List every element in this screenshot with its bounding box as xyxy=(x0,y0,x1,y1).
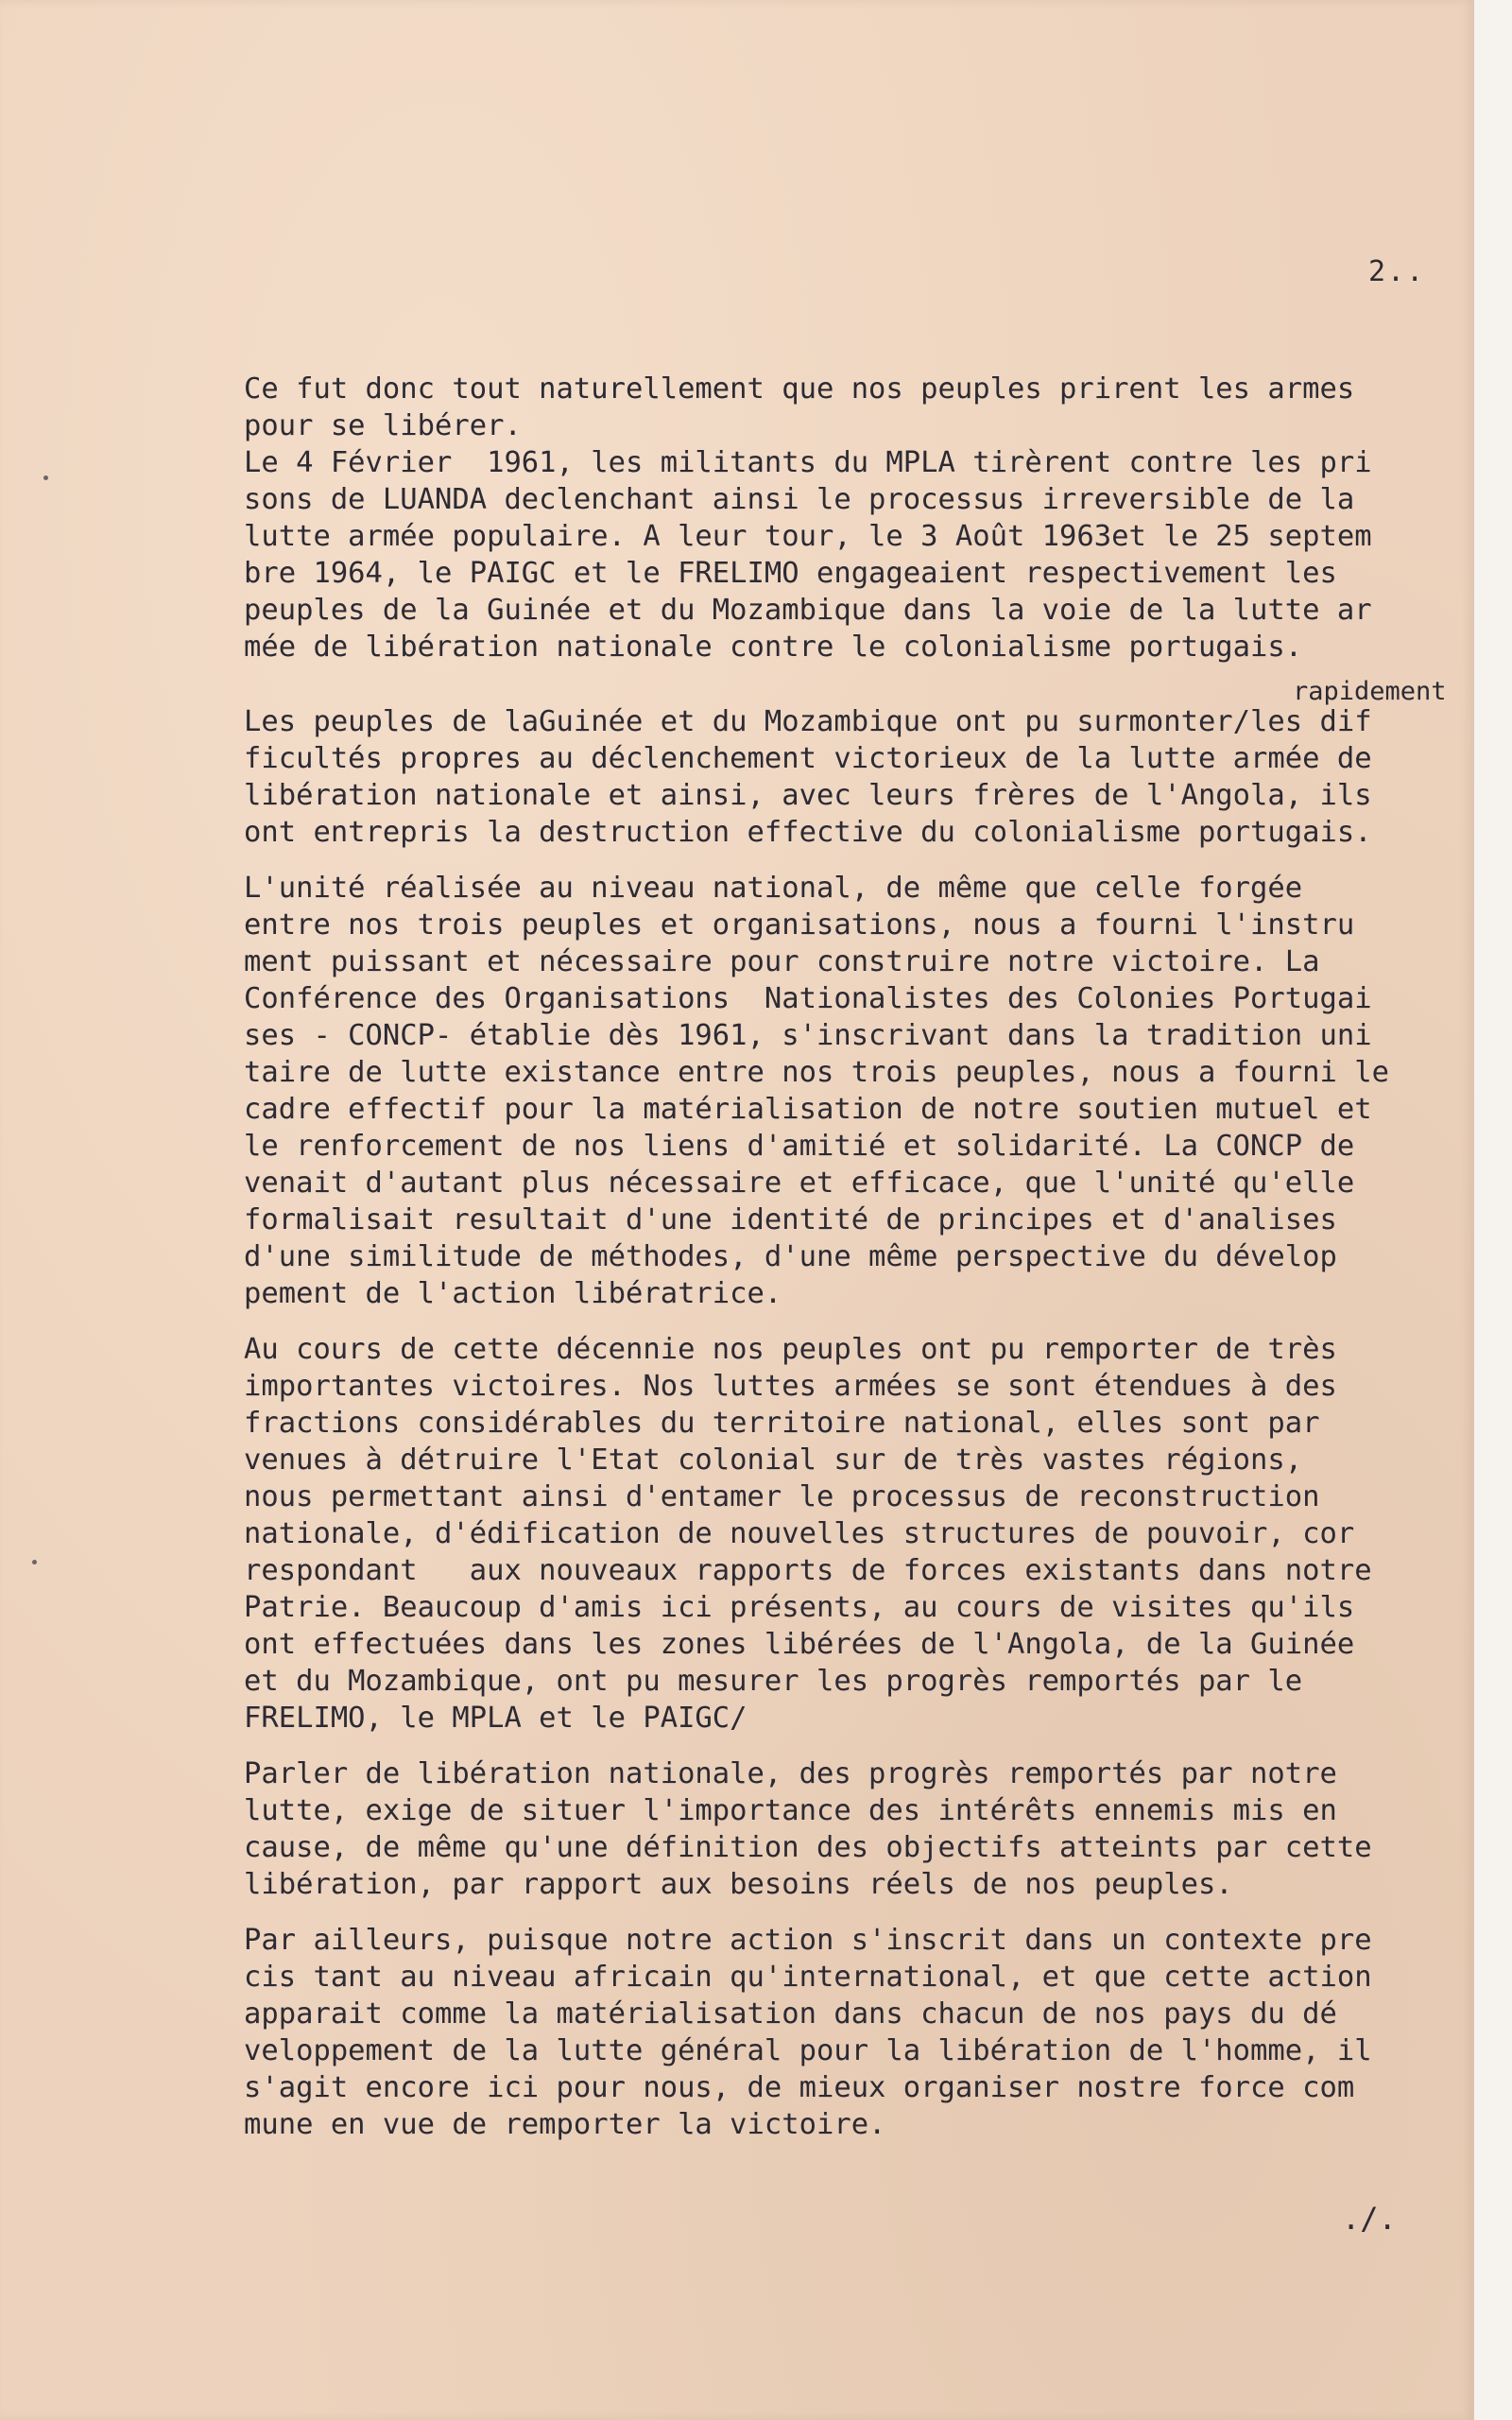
text-line: bre 1964, le PAIGC et le FRELIMO engageaient respectivement les xyxy=(244,557,1337,590)
text-line: lutte, exige de situer l'importance des intérêts ennemis mis en xyxy=(244,1794,1337,1827)
text-line: importantes victoires. Nos luttes armées se sont étendues à des xyxy=(244,1370,1337,1403)
text-line: Patrie. Beaucoup d'amis ici présents, au cours de visites qu'ils xyxy=(244,1591,1355,1624)
text-line: Conférence des Organisations Nationalistes des Colonies Portugai xyxy=(244,982,1372,1015)
text-line: respondant aux nouveaux rapports de forces existants dans notre xyxy=(244,1554,1372,1587)
text-line: s'agit encore ici pour nous, de mieux organiser nostre force com xyxy=(244,2071,1355,2104)
text-line: et du Mozambique, ont pu mesurer les progrès remportés par le xyxy=(244,1665,1303,1698)
text-line: FRELIMO, le MPLA et le PAIGC/ xyxy=(244,1702,747,1735)
text-line: cadre effectif pour la matérialisation de notre soutien mutuel et xyxy=(244,1093,1372,1126)
punch-mark xyxy=(32,1560,37,1564)
continuation-mark: ./. xyxy=(1342,2201,1397,2237)
text-line: Les peuples de laGuinée et du Mozambique ont pu surmonter/les dif xyxy=(244,705,1372,738)
text-line: ses - CONCP- établie dès 1961, s'inscrivant dans la tradition uni xyxy=(244,1019,1372,1052)
text-line: peuples de la Guinée et du Mozambique dans la voie de la lutte ar xyxy=(244,594,1372,627)
text-line: ficultés propres au déclenchement victorieux de la lutte armée de xyxy=(244,742,1372,775)
text-line: ont effectuées dans les zones libérées de l'Angola, de la Guinée xyxy=(244,1628,1355,1661)
text-line: le renforcement de nos liens d'amitié et solidarité. La CONCP de xyxy=(244,1130,1355,1163)
paragraph-3 xyxy=(244,870,1491,1312)
paragraph-1 xyxy=(244,371,1491,666)
paragraph-5 xyxy=(244,1755,1491,1903)
punch-mark xyxy=(43,475,48,480)
text-line: fractions considérables du territoire national, elles sont par xyxy=(244,1407,1320,1440)
text-line: apparait comme la matérialisation dans chacun de nos pays du dé xyxy=(244,1997,1337,2031)
text-line: d'une similitude de méthodes, d'une même perspective du dévelop xyxy=(244,1240,1337,1273)
text-line: Parler de libération nationale, des progrès remportés par notre xyxy=(244,1757,1337,1790)
text-line: L'unité réalisée au niveau national, de même que celle forgée xyxy=(244,872,1303,905)
text-line: Par ailleurs, puisque notre action s'inscrit dans un contexte pre xyxy=(244,1924,1372,1957)
text-line: ment puissant et nécessaire pour construire notre victoire. La xyxy=(244,945,1320,978)
text-line: pement de l'action libératrice. xyxy=(244,1277,782,1310)
paragraph-4 xyxy=(244,1331,1491,1737)
text-line: nous permettant ainsi d'entamer le processus de reconstruction xyxy=(244,1480,1320,1513)
text-line: pour se libérer. xyxy=(244,409,522,442)
body-text xyxy=(244,371,1491,2143)
text-line: libération nationale et ainsi, avec leurs frères de l'Angola, ils xyxy=(244,779,1372,812)
text-line: Au cours de cette décennie nos peuples ont pu remporter de très xyxy=(244,1333,1337,1366)
text-line: Le 4 Février 1961, les militants du MPLA tirèrent contre les pri xyxy=(244,446,1372,479)
text-line: mune en vue de remporter la victoire. xyxy=(244,2108,886,2141)
text-line: taire de lutte existance entre nos trois peuples, nous a fourni le xyxy=(244,1056,1389,1089)
text-line: venues à détruire l'Etat colonial sur de très vastes régions, xyxy=(244,1443,1303,1477)
text-line: libération, par rapport aux besoins réels de nos peuples. xyxy=(244,1868,1233,1901)
text-line: cis tant au niveau africain qu'international, et que cette action xyxy=(244,1961,1372,1994)
text-line: venait d'autant plus nécessaire et efficace, que l'unité qu'elle xyxy=(244,1167,1355,1200)
page-number: 2.. xyxy=(1368,255,1426,288)
text-line: cause, de même qu'une définition des objectifs atteints par cette xyxy=(244,1831,1372,1864)
paper-edge xyxy=(1473,0,1512,2420)
paragraph-6 xyxy=(244,1922,1491,2143)
paragraph-2 xyxy=(244,677,1491,851)
text-line: formalisait resultait d'une identité de principes et d'analises xyxy=(244,1203,1337,1236)
text-line: nationale, d'édification de nouvelles structures de pouvoir, cor xyxy=(244,1517,1355,1550)
text-line: mée de libération nationale contre le colonialisme portugais. xyxy=(244,631,1303,664)
text-line: sons de LUANDA declenchant ainsi le processus irreversible de la xyxy=(244,483,1355,516)
text-line: Ce fut donc tout naturellement que nos peuples prirent les armes xyxy=(244,372,1355,406)
text-line: veloppement de la lutte général pour la libération de l'homme, il xyxy=(244,2034,1372,2067)
handwritten-insertion: rapidement xyxy=(1293,677,1447,706)
text-line: ont entrepris la destruction effective du colonialisme portugais. xyxy=(244,816,1372,849)
text-line: lutte armée populaire. A leur tour, le 3 Août 1963et le 25 septem xyxy=(244,520,1372,553)
text-line: entre nos trois peuples et organisations, nous a fourni l'instru xyxy=(244,908,1355,942)
